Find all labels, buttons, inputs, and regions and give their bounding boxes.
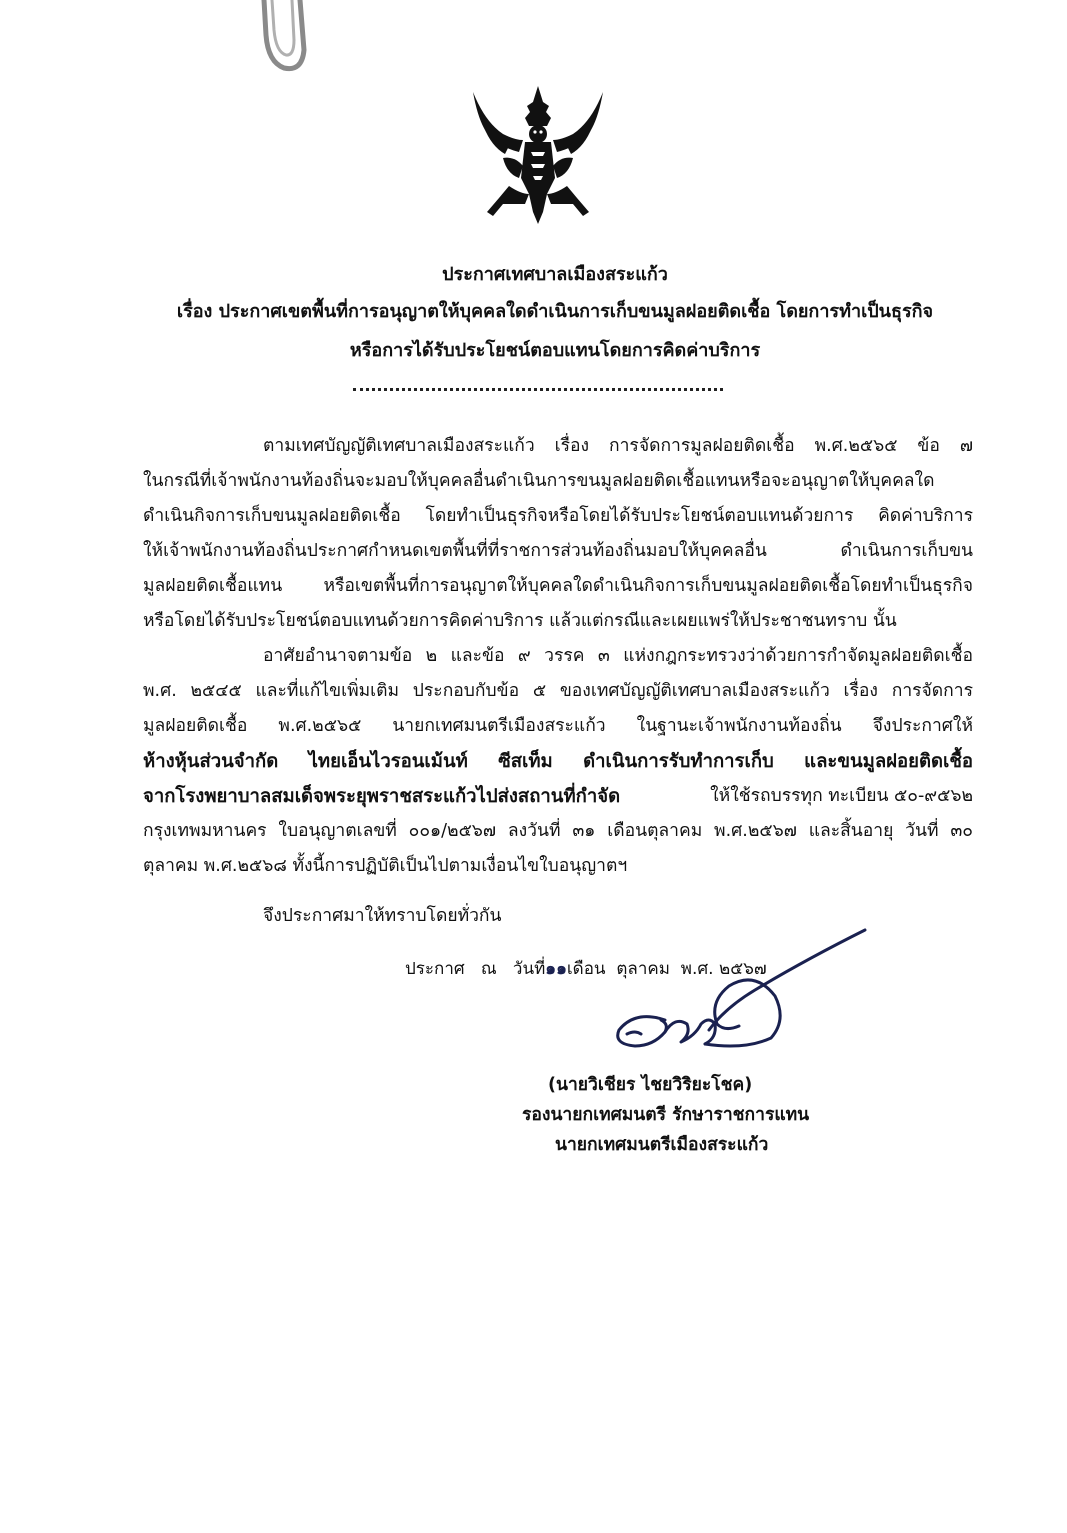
month-value: ตุลาคม	[616, 959, 670, 979]
p2-line: กรุงเทพมหานคร ใบอนุญาตเลขที่ ๐๐๑/๒๕๖๗ ลงวันที่ ๓๑ เดือนตุลาคม พ.ศ.๒๕๖๗ และสิ้นอายุ วันที่ ๓๐	[143, 821, 973, 841]
year-value: ๒๕๖๗	[719, 959, 767, 979]
closing-line: จึงประกาศมาให้ทราบโดยทั่วกัน	[263, 906, 502, 926]
subject-line-1: เรื่อง ประกาศเขตพื้นที่การอนุญาตให้บุคคลใดดำเนินการเก็บขนมูลฝอยติดเชื้อ โดยการทำเป็นธุรกิจ	[176, 301, 934, 322]
p2-line: พ.ศ. ๒๕๔๕ และที่แก้ไขเพิ่มเติม ประกอบกับข้อ ๕ ของเทศบัญญัติเทศบาลเมืองสระแก้ว เรื่อง การจัดการ	[143, 681, 973, 701]
p1-line: มูลฝอยติดเชื้อแทน หรือเขตพื้นที่การอนุญาตให้บุคคลใดดำเนินกิจการเก็บขนมูลฝอยติดเชื้อโดยทำเป็นธุรกิจ	[143, 576, 973, 596]
truck-registration: ให้ใช้รถบรรทุก ทะเบียน ๕๐-๙๕๖๒	[710, 786, 973, 806]
p1-line: ในกรณีที่เจ้าพนักงานท้องถิ่นจะมอบให้บุคคลอื่นดำเนินการขนมูลฝอยติดเชื้อแทนหรือจะอนุญาตให้บุคคลใด	[143, 471, 935, 491]
subject-line-2: หรือการได้รับประโยชน์ตอบแทนโดยการคิดค่าบริการ	[349, 340, 761, 361]
p1-line: ดำเนินกิจการเก็บขนมูลฝอยติดเชื้อ โดยทำเป็นธุรกิจหรือโดยได้รับประโยชน์ตอบแทนด้วยการ คิดค่าบริการ	[143, 506, 973, 526]
p1-line: หรือโดยได้รับประโยชน์ตอบแทนด้วยการคิดค่าบริการ แล้วแต่กรณีและเผยแพร่ให้ประชาชนทราบ นั้น	[143, 611, 897, 631]
p2-line-mixed	[143, 780, 973, 814]
signatory-position-1: รองนายกเทศมนตรี รักษาราชการแทน	[522, 1105, 810, 1125]
day-value: ๑๑	[545, 959, 567, 979]
signatory-name: (นายวิเชียร ไชยวิริยะโชค)	[548, 1075, 753, 1095]
month-label: เดือน	[566, 959, 606, 979]
p1-line: ตามเทศบัญญัติเทศบาลเมืองสระแก้ว เรื่อง การจัดการมูลฝอยติดเชื้อ พ.ศ.๒๕๖๕ ข้อ ๗	[263, 436, 973, 456]
p1-line: ให้เจ้าพนักงานท้องถิ่นประกาศกำหนดเขตพื้นที่ที่ราชการส่วนท้องถิ่นมอบให้บุคคลอื่น ดำเนินการเก็บขน	[143, 541, 973, 561]
signatory-position-2: นายกเทศมนตรีเมืองสระแก้ว	[555, 1135, 769, 1155]
date-prefix: ประกาศ	[405, 959, 465, 979]
org-title: ประกาศเทศบาลเมืองสระแก้ว	[442, 264, 668, 285]
p2-line-bold: ห้างหุ้นส่วนจำกัด ไทยเอ็นไวรอนเม้นท์ ซีสเท็ม ดำเนินการรับทำการเก็บ และขนมูลฝอยติดเชื้อ	[143, 751, 973, 772]
day-label: วันที่	[512, 959, 546, 979]
date-at: ณ	[480, 959, 497, 979]
p2-line: ตุลาคม พ.ศ.๒๕๖๘ ทั้งนี้การปฏิบัติเป็นไปตามเงื่อนไขใบอนุญาตฯ	[143, 856, 628, 876]
garuda-emblem-icon	[463, 82, 613, 232]
year-label: พ.ศ.	[680, 959, 714, 979]
handwritten-signature	[605, 920, 875, 1070]
paperclip-icon	[226, 0, 336, 160]
p2-line: อาศัยอำนาจตามข้อ ๒ และข้อ ๙ วรรค ๓ แห่งกฎกระทรวงว่าด้วยการกำจัดมูลฝอยติดเชื้อ	[263, 646, 973, 666]
dotted-divider	[353, 382, 723, 391]
hospital-name: จากโรงพยาบาลสมเด็จพระยุพราชสระแก้วไปส่งสถานที่กำจัด	[143, 786, 621, 807]
p2-line: มูลฝอยติดเชื้อ พ.ศ.๒๕๖๕ นายกเทศมนตรีเมืองสระแก้ว ในฐานะเจ้าพนักงานท้องถิ่น จึงประกาศให้	[143, 716, 973, 736]
